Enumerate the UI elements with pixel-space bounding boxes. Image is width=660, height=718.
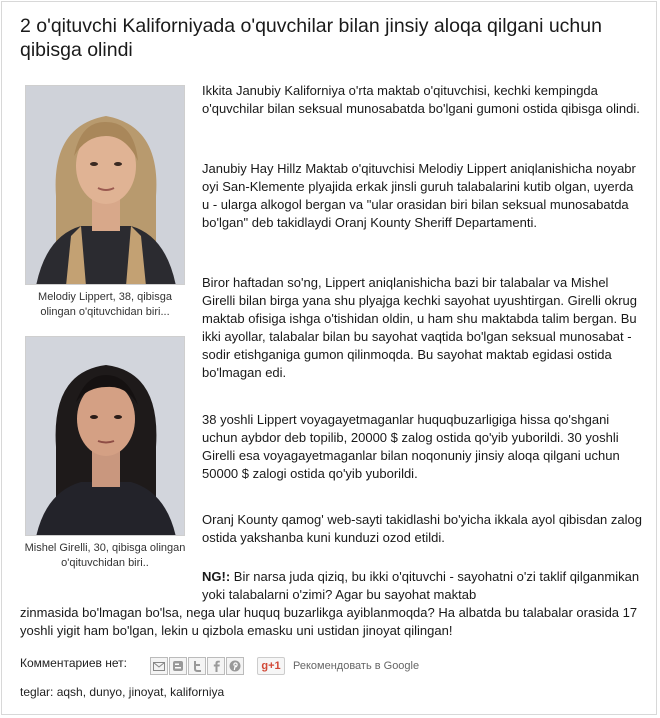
ng-rest-text: zinmasida bo'lmagan bo'lsa, nega ular huquq buzarlikga ayiblanmoqda? Ha albatda bu talabalar orasida 17 yoshli yigit ham bo'lgan, lekin u qizbola emasku uni ustidan jinoyat qilingan!: [20, 605, 638, 638]
paragraph: 38 yoshli Lippert voyagayetmaganlar huquqbuzarligiga hissa qo'shgani uchun aybdor deb topilib, 20000 $ zalog ostida qo'yib yuborildi. 30 yoshli Girelli esa voyagayetmaganlar bilan noqonuniy jinsiy aloqa qilgani uchun 50000 $ zalogi ostida qo'yib yuborildi.: [202, 412, 620, 481]
post-title: 2 o'qituvchi Kaliforniyada o'quvchilar bilan jinsiy aloqa qilgani uchun qibisga olindi: [20, 15, 602, 61]
twitter-icon[interactable]: [188, 657, 206, 675]
portrait-image: [26, 86, 185, 285]
portrait-image: [26, 337, 185, 536]
paragraph: Ikkita Janubiy Kaliforniya o'rta maktab o'qituvchisi, kechki kempingda o'quvchilar bilan seksual munosabatda bo'lgani gumoni ostida qibisga olindi.: [202, 83, 640, 116]
photo-mishel-girelli[interactable]: [25, 336, 185, 536]
tag-link[interactable]: dunyo: [89, 685, 123, 699]
share-bar: [150, 656, 419, 676]
photo-caption: Mishel Girelli, 30, qibisga olingan o'qituvchidan biri..: [24, 542, 186, 569]
facebook-icon[interactable]: [207, 657, 225, 675]
recommend-label: Рекомендовать в Google: [293, 660, 420, 672]
tag-link[interactable]: aqsh: [56, 685, 83, 699]
ng-label: NG!:: [202, 569, 231, 584]
paragraph: Oranj Kounty qamog' web-sayti takidlashi bo'yicha ikkala ayol qibisdan zalog ostida yakshanba kuni kunduzi ozod etildi.: [202, 512, 642, 545]
tags-label: teglar:: [20, 685, 54, 699]
ng-lead-block: [20, 568, 640, 604]
ng-lead-text: Bir narsa juda qiziq, bu ikki o'qituvchi - sayohatni o'zi taklif qilganmikan yoki talabalarni o'zimi? Agar bu sayohat maktab: [202, 569, 640, 602]
photo-melodiy-lippert[interactable]: [25, 85, 185, 285]
blog-icon[interactable]: [169, 657, 187, 675]
tag-link[interactable]: kaliforniya: [170, 685, 225, 699]
pinterest-icon[interactable]: [226, 657, 244, 675]
photo-caption: Melodiy Lippert, 38, qibisga olingan o'qituvchidan biri...: [38, 291, 172, 318]
tags-line: teglar: aqsh, dunyo, jinoyat, kaliforniya: [20, 685, 225, 699]
paragraph: Janubiy Hay Hillz Maktab o'qituvchisi Melodiy Lippert aniqlanishicha noyabr oyi San-Klemente plyajida erkak jinsli guruh talabalarini kutib olgan, uyerda u - ularga alkogol bergan va "ular orasidan biri bilan seksual munosabatda bo'lgan" deb takidlaydi Oranj Kounty Sheriff Departamenti.: [202, 161, 636, 230]
comments-link[interactable]: Комментариев нет:: [20, 656, 127, 670]
gplus-button[interactable]: g+1: [257, 657, 285, 675]
tag-link[interactable]: jinoyat: [128, 685, 164, 699]
ng-paragraph: [20, 568, 640, 640]
email-icon[interactable]: [150, 657, 168, 675]
paragraph: Biror haftadan so'ng, Lippert aniqlanishicha bazi bir talabalar va Mishel Girelli bilan birga yana shu plyajga kechki sayohat uyushtirgan. Girelli okrug maktab ofisiga ishga o'tishidan oldin, u ham shu maktabda talim bergan. Bu ikki ayollar, talabalar bilan bu sayohat vaqtida bo'lgan seksual munosabat - sodir etishganiga gumon qilinmoqda. Bu sayohat maktab egidasi ostida bo'lmagan edi.: [202, 275, 638, 380]
